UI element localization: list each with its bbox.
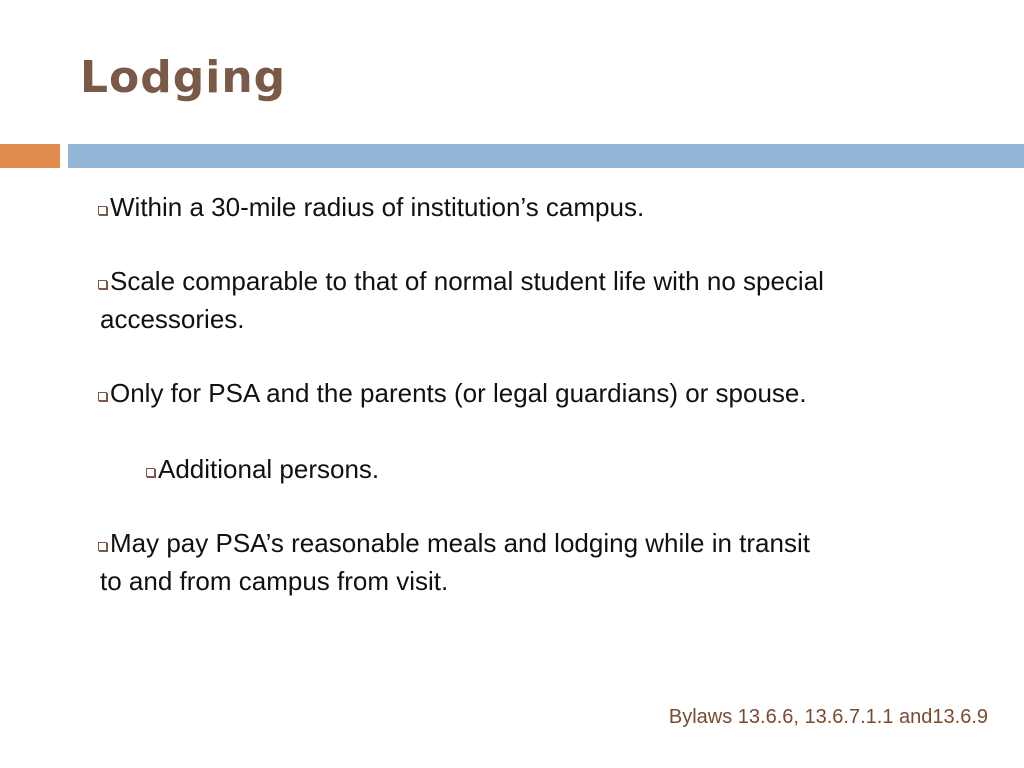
square-bullet-icon bbox=[98, 392, 107, 401]
slide-title: Lodging bbox=[80, 52, 287, 103]
divider-accent-blue bbox=[68, 144, 1024, 168]
square-bullet-icon bbox=[98, 542, 107, 551]
bullet-item bbox=[80, 188, 644, 226]
bullet-text: May pay PSA’s reasonable meals and lodging while in transit bbox=[110, 528, 810, 558]
bullet-item bbox=[80, 262, 824, 338]
square-bullet-icon bbox=[98, 206, 107, 215]
bullet-item bbox=[80, 524, 810, 600]
square-bullet-icon bbox=[146, 468, 155, 477]
bullet-text: Within a 30-mile radius of institution’s campus. bbox=[110, 192, 645, 222]
divider-accent-orange bbox=[0, 144, 60, 168]
bullet-text: Additional persons. bbox=[158, 454, 380, 484]
bullet-text-continued: to and from campus from visit. bbox=[100, 566, 449, 596]
bullet-text-continued: accessories. bbox=[100, 304, 245, 334]
square-bullet-icon bbox=[98, 280, 107, 289]
bullet-text: Only for PSA and the parents (or legal guardians) or spouse. bbox=[110, 378, 807, 408]
footer-citation: Bylaws 13.6.6, 13.6.7.1.1 and13.6.9 bbox=[668, 706, 988, 728]
bullet-text: Scale comparable to that of normal student life with no special bbox=[110, 266, 824, 296]
bullet-item bbox=[80, 374, 807, 412]
sub-bullet-item bbox=[128, 450, 379, 488]
